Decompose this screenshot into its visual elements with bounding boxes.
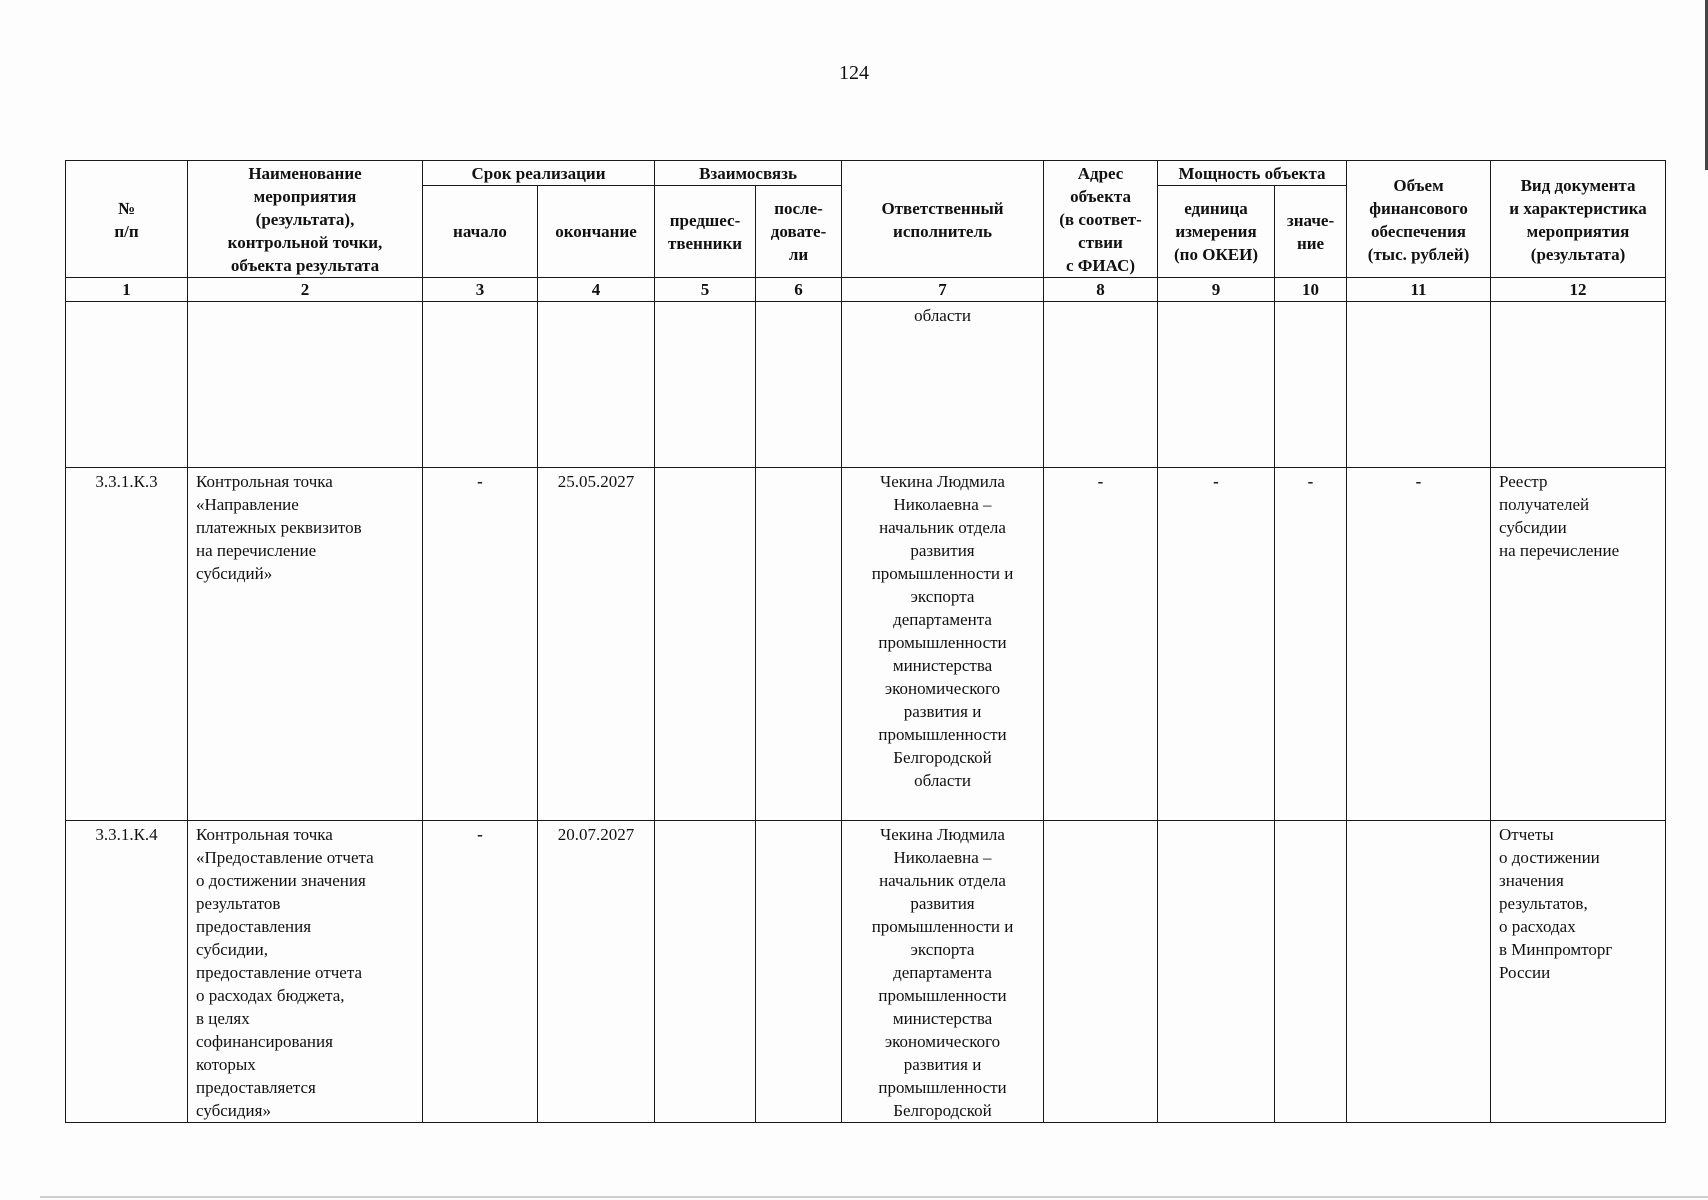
- col-number: 9: [1158, 278, 1275, 302]
- cell-num: [66, 302, 188, 468]
- events-table: [65, 160, 1666, 1123]
- cell-name: Контрольная точка «Предоставление отчета о достижении значения результатов предоставления субсидии, предоставление отчета о расходах бюджета, в целях софинансирования которых предоставляется субсидия»: [188, 821, 423, 1123]
- cell-end: [538, 302, 655, 468]
- cell-predecessors: [655, 302, 756, 468]
- header-executor: Ответственный исполнитель: [842, 161, 1044, 278]
- page-number: 124: [839, 62, 869, 84]
- col-number: 7: [842, 278, 1044, 302]
- header-num: № п/п: [66, 161, 188, 278]
- header-link: Взаимосвязь: [655, 161, 842, 186]
- cell-address: [1044, 302, 1158, 468]
- cell-unit: -: [1158, 468, 1275, 821]
- col-number: 12: [1491, 278, 1666, 302]
- table-row: [66, 821, 1666, 1123]
- cell-num: 3.3.1.К.3: [66, 468, 188, 821]
- cell-executor: Чекина Людмила Николаевна – начальник отдела развития промышленности и экспорта департамента промышленности министерства экономического развития и промышленности Белгородской: [842, 821, 1044, 1123]
- cell-start: -: [423, 821, 538, 1123]
- cell-executor: Чекина Людмила Николаевна – начальник отдела развития промышленности и экспорта департамента промышленности министерства экономического развития и промышленности Белгородской области: [842, 468, 1044, 821]
- cell-doc: [1491, 302, 1666, 468]
- col-number: 8: [1044, 278, 1158, 302]
- cell-doc: Реестр получателей субсидии на перечисление: [1491, 468, 1666, 821]
- cell-predecessors: [655, 821, 756, 1123]
- cell-start: -: [423, 468, 538, 821]
- header-doc: Вид документа и характеристика мероприятия (результата): [1491, 161, 1666, 278]
- cell-executor: области: [842, 302, 1044, 468]
- header-predecessors: предшес- твенники: [655, 186, 756, 278]
- cell-predecessors: [655, 468, 756, 821]
- cell-volume: [1347, 821, 1491, 1123]
- table-row: [66, 302, 1666, 468]
- cell-unit: [1158, 821, 1275, 1123]
- header-address: Адрес объекта (в соответ- ствии с ФИАС): [1044, 161, 1158, 278]
- cell-successors: [756, 821, 842, 1123]
- col-number: 6: [756, 278, 842, 302]
- cell-value: -: [1275, 468, 1347, 821]
- cell-address: -: [1044, 468, 1158, 821]
- header-start: начало: [423, 186, 538, 278]
- header-end: окончание: [538, 186, 655, 278]
- header-volume: Объем финансового обеспечения (тыс. рублей): [1347, 161, 1491, 278]
- cell-start: [423, 302, 538, 468]
- cell-name: [188, 302, 423, 468]
- col-number: 3: [423, 278, 538, 302]
- header-successors: после- довате- ли: [756, 186, 842, 278]
- cell-end: 25.05.2027: [538, 468, 655, 821]
- col-number: 5: [655, 278, 756, 302]
- cell-value: [1275, 302, 1347, 468]
- scan-bottom-line: [40, 1196, 1708, 1198]
- cell-value: [1275, 821, 1347, 1123]
- col-number: 10: [1275, 278, 1347, 302]
- cell-successors: [756, 468, 842, 821]
- cell-name: Контрольная точка «Направление платежных реквизитов на перечисление субсидий»: [188, 468, 423, 821]
- col-number: 1: [66, 278, 188, 302]
- cell-volume: [1347, 302, 1491, 468]
- header-unit: единица измерения (по ОКЕИ): [1158, 186, 1275, 278]
- header-value: значе- ние: [1275, 186, 1347, 278]
- cell-unit: [1158, 302, 1275, 468]
- cell-num: 3.3.1.К.4: [66, 821, 188, 1123]
- col-number: 4: [538, 278, 655, 302]
- header-row-main: [66, 161, 1666, 186]
- header-name: Наименование мероприятия (результата), контрольной точки, объекта результата: [188, 161, 423, 278]
- cell-successors: [756, 302, 842, 468]
- cell-volume: -: [1347, 468, 1491, 821]
- header-row-numbers: [66, 278, 1666, 302]
- cell-doc: Отчеты о достижении значения результатов, о расходах в Минпромторг России: [1491, 821, 1666, 1123]
- cell-address: [1044, 821, 1158, 1123]
- col-number: 2: [188, 278, 423, 302]
- col-number: 11: [1347, 278, 1491, 302]
- header-capacity: Мощность объекта: [1158, 161, 1347, 186]
- table-row: [66, 468, 1666, 821]
- cell-end: 20.07.2027: [538, 821, 655, 1123]
- header-period: Срок реализации: [423, 161, 655, 186]
